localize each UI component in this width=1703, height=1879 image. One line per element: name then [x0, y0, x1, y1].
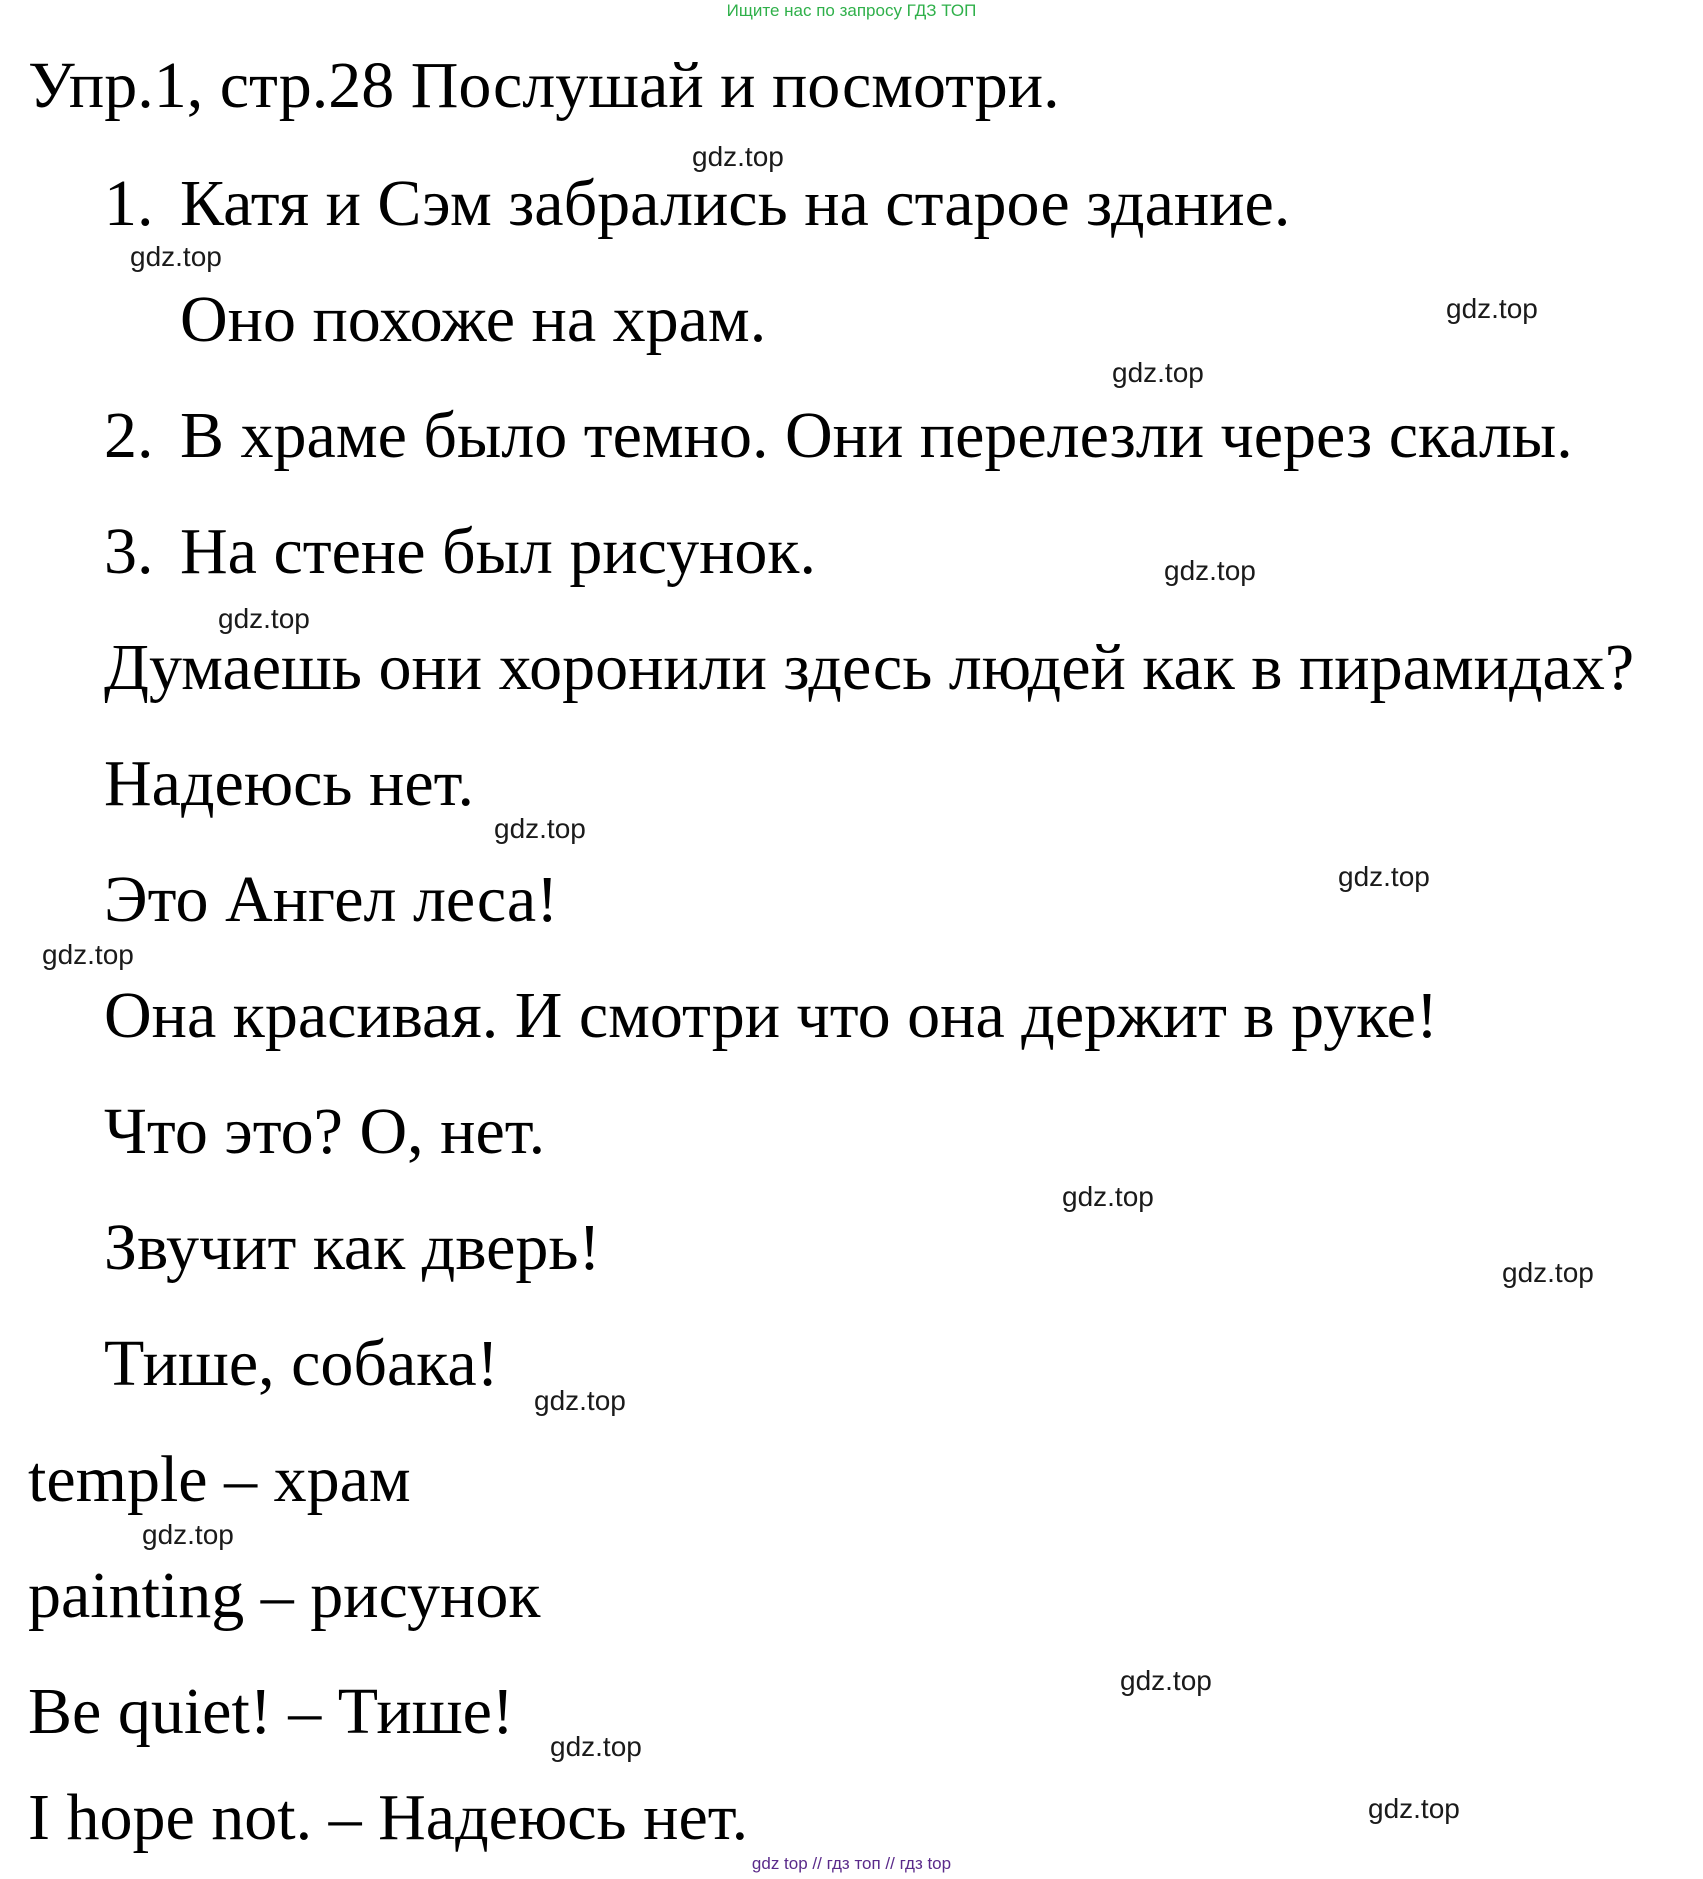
watermark: gdz.top — [1164, 555, 1256, 586]
dialogue-line-4: Она красивая. И смотри что она держит в руке! — [104, 979, 1438, 1052]
item-3 — [104, 512, 816, 592]
exercise-title: Упр.1, стр.28 Послушай и посмотри. — [28, 49, 1060, 122]
item-1-continued — [104, 280, 766, 360]
watermark: gdz.top — [1062, 1181, 1154, 1212]
vocab-line-4: I hope not. – Надеюсь нет. — [28, 1781, 749, 1854]
dialogue-line-7: Тише, собака! — [104, 1327, 499, 1400]
watermark: gdz.top — [1446, 293, 1538, 324]
item-2 — [104, 396, 1573, 476]
item-number: 3. — [104, 515, 154, 588]
watermark: gdz.top — [218, 603, 310, 634]
header-search-hint[interactable]: Ищите нас по запросу ГДЗ ТОП — [726, 1, 977, 20]
item-number: 2. — [104, 399, 154, 472]
item-text: Оно похоже на храм. — [180, 283, 767, 356]
dialogue-line-5: Что это? О, нет. — [104, 1095, 546, 1168]
watermark: gdz.top — [550, 1731, 642, 1762]
item-text: В храме было темно. Они перелезли через скалы. — [180, 399, 1573, 472]
vocab-line-2: painting – рисунок — [28, 1559, 541, 1632]
watermark: gdz.top — [130, 241, 222, 272]
footer-links[interactable]: gdz top // гдз топ // гдз top — [751, 1854, 952, 1873]
watermark: gdz.top — [42, 939, 134, 970]
watermark: gdz.top — [692, 141, 784, 172]
vocab-line-1: temple – храм — [28, 1443, 411, 1516]
dialogue-line-1: Думаешь они хоронили здесь людей как в пирамидах? — [104, 631, 1635, 704]
watermark: gdz.top — [142, 1519, 234, 1550]
watermark: gdz.top — [1120, 1665, 1212, 1696]
watermark: gdz.top — [534, 1385, 626, 1416]
watermark: gdz.top — [1368, 1793, 1460, 1824]
item-text: На стене был рисунок. — [180, 515, 816, 588]
dialogue-line-3: Это Ангел леса! — [104, 863, 559, 936]
watermark: gdz.top — [1338, 861, 1430, 892]
watermark: gdz.top — [1502, 1257, 1594, 1288]
item-1 — [104, 164, 1290, 244]
dialogue-line-2: Надеюсь нет. — [104, 747, 475, 820]
dialogue-line-6: Звучит как дверь! — [104, 1211, 601, 1284]
watermark: gdz.top — [494, 813, 586, 844]
watermark: gdz.top — [1112, 357, 1204, 388]
item-number: 1. — [104, 167, 154, 240]
vocab-line-3: Be quiet! – Тише! — [28, 1675, 514, 1748]
item-text: Катя и Сэм забрались на старое здание. — [180, 167, 1291, 240]
